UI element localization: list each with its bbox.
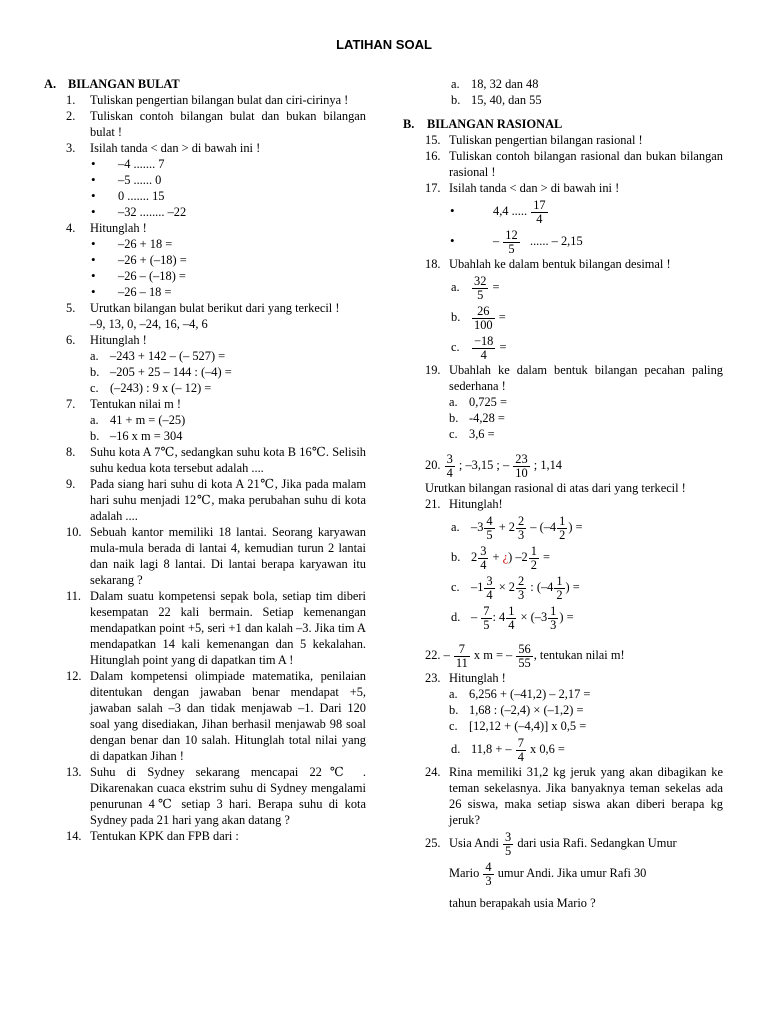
question-20: 20. $\frac{3}{4}$ ; –3,15 ; – $\frac{23}{10}$ ; 1,14 [425,451,563,480]
question-18: 18. Ubahlah ke dalam bentuk bilangan desimal ! [425,257,671,271]
q21-a: a. –3 $\frac{4}{5}$ + 2 $\frac{2}{3}$ – (–4 $\frac{1}{2}$ ) = [451,513,583,542]
question-1: 1. Tuliskan pengertian bilangan bulat dan ciri-cirinya ! [66,93,349,107]
question-12: 12. Dalam kompetensi olimpiade matematika, penilaian ditentukan dengan jawaban benar mendapat +5, jawaban salah –3 dan tidak menjawab –1. Dari 120 soal yang disediakan, Jihan berhasil menjawab 98 soal dengan benar dan 10 salah. Hitunglah total nilai yang di dapatkan Jihan ! [66,669,366,763]
list-item: • 4,4 ..... $\frac{17}{4}$ [403,196,723,226]
q21-b: b. 2 $\frac{3}{4}$ + ¿) –2 $\frac{1}{2}$ = [451,543,551,572]
q18-a: a. $\frac{32}{5}$ = [451,273,500,302]
question-21: 21. Hitunglah! [425,497,503,511]
question-20-text: Urutkan bilangan rasional di atas dari yang terkecil ! [425,481,686,495]
question-5: 5. Urutkan bilangan bulat berikut dari yang terkecil ! –9, 13, 0, –24, 16, –4, 6 [66,301,340,331]
section-a-heading: A. BILANGAN BULAT [44,77,180,91]
question-24: 24. Rina memiliki 31,2 kg jeruk yang akan dibagikan ke teman sekelasnya. Jika banyaknya teman sekelas ada 26 siswa, maka setiap siswa akan diberi berapa kg jeruk? [425,765,723,827]
question-9: 9. Pada siang hari suhu di kota A 21℃, Jika pada malam hari suhu menjadi 12℃, maka perubahan suhu di kota adalah .... [66,477,366,523]
question-3: 3. Isilah tanda < dan > di bawah ini ! [66,141,261,155]
question-17: 17. Isilah tanda < dan > di bawah ini ! [425,181,620,195]
question-4: 4. Hitunglah ! [66,221,147,235]
question-15: 15. Tuliskan pengertian bilangan rasional ! [425,133,643,147]
question-25: 25. Usia Andi $\frac{3}{5}$ dari usia Rafi. Sedangkan Umur Mario $\frac{4}{3}$ umur Andi. Jika umur Rafi 30 tahun berapakah usia Mario ? [425,829,677,910]
question-19: 19. Ubahlah ke dalam bentuk bilangan pecahan paling sederhana ! a. 0,725 = b. -4,28 = c. 3,6 = [425,363,723,441]
page-title: LATIHAN SOAL [336,37,432,52]
fraction: $\frac{17}{4}$ [533,197,546,226]
list-item: • –26 – (–18) = [44,268,366,284]
list-item: • –32 ........ –22 [44,204,366,220]
list-item: • –26 + 18 = [44,236,366,252]
list-item: • 0 ....... 15 [44,188,366,204]
right-column [403,76,723,918]
question-10: 10. Sebuah kantor memiliki 18 lantai. Seorang karyawan mula-mula berada di lantai 4, kemudian turun 2 lantai dan naik lagi 8 lantai. Di lantai berapa karyawan itu sekarang ? [66,525,366,587]
q21-c: c. –1 $\frac{3}{4}$ × 2 $\frac{2}{3}$ : (–4 $\frac{1}{2}$ ) = [451,573,580,602]
q14-option-a: a. 18, 32 dan 48 [451,77,539,91]
question-22: 22. – $\frac{7}{11}$ x m = – $\frac{56}{55}$ , tentukan nilai m! [425,641,625,670]
question-8: 8. Suhu kota A 7℃, sedangkan suhu kota B 16℃. Selisih suhu kedua kota tersebut adalah .... [66,445,366,475]
list-item: • –26 – 18 = [44,284,366,300]
question-13: 13. Suhu di Sydney sekarang mencapai 22℃ . Dikarenakan cuaca ekstrim suhu di Sydney mengalami penurunan 4℃ setiap 3 hari. Berapa suhu di kota Sydney pada 21 hari yang akan datang ? [66,765,366,827]
fraction: $\frac{12}{5}$ [505,227,518,256]
q21-d: d. – $\frac{7}{5}$ : 4 $\frac{1}{4}$ × (–3 $\frac{1}{3}$ ) = [451,603,574,632]
question-11: 11. Dalam suatu kompetensi sepak bola, setiap tim diberi kesempatan 22 kali bermain. Setiap kemenangan mendapatkan point +5, seri +1 dan kalah –3. Jika tim A mendapatkan 14 kali kemenangan dan 5 kekalahan. Hitunglah point yang di dapatkan tim A ! [66,589,366,667]
q14-option-b: b. 15, 40, dan 55 [451,93,542,107]
list-item: • –26 + (–18) = [44,252,366,268]
question-14: 14. Tentukan KPK dan FPB dari : [66,829,239,843]
question-2: 2. Tuliskan contoh bilangan bulat dan bukan bilangan bulat ! [66,109,366,139]
question-7: 7. Tentukan nilai m ! a. 41 + m = (–25) b. –16 x m = 304 [66,397,186,443]
list-item: • – $\frac{12}{5}$ ...... – 2,15 [403,226,723,256]
left-column [44,76,366,844]
q23-d: d. 11,8 + – $\frac{7}{4}$ x 0,6 = [451,735,565,764]
question-6: 6. Hitunglah ! a. –243 + 142 – (– 527) = b. –205 + 25 – 144 : (–4) = c. (–243) : 9 x (– 12) = [66,333,232,395]
q18-b: b. $\frac{26}{100}$ = [451,303,506,332]
list-item: • –5 ...... 0 [44,172,366,188]
question-23: 23. Hitunglah ! a. 6,256 + (–41,2) – 2,17 = b. 1,68 : (–2,4) × (–1,2) = c. [12,12 + (–4,4)] x 0,5 = [425,671,591,733]
section-b-heading: B. BILANGAN RASIONAL [403,117,563,131]
list-item: • –4 ....... 7 [44,156,366,172]
q18-c: c. $\frac{-18}{4}$ = [451,333,507,362]
question-16: 16. Tuliskan contoh bilangan rasional dan bukan bilangan rasional ! [425,149,723,179]
